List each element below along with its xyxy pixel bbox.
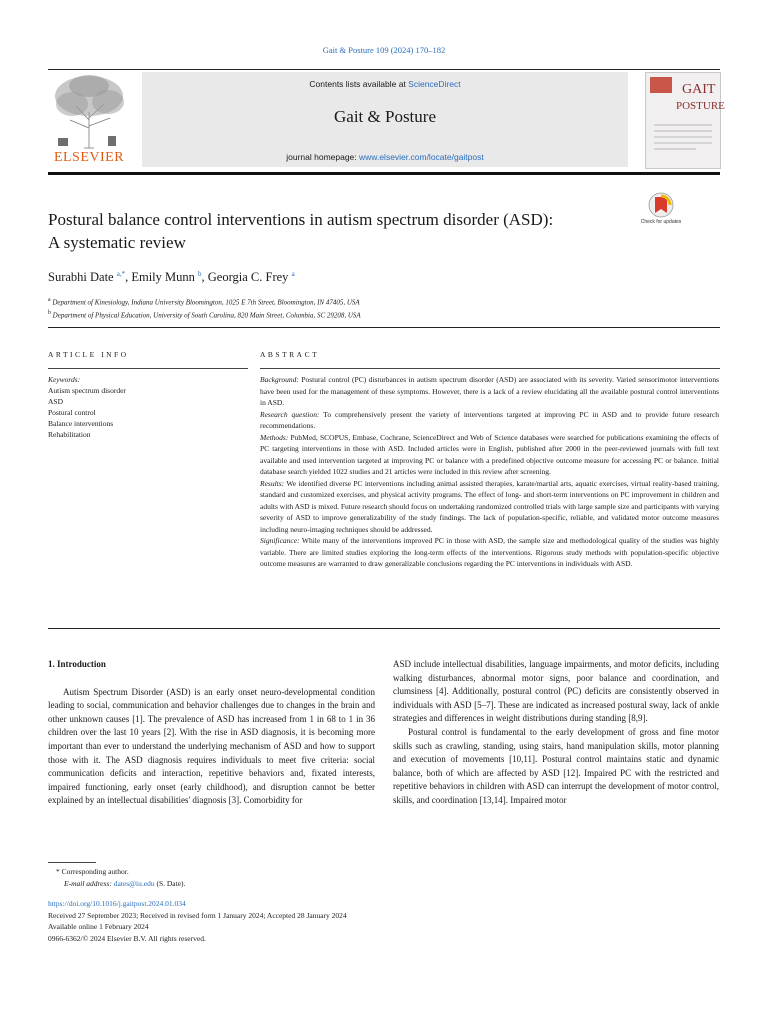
abstract-body: PubMed, SCOPUS, Embase, Cochrane, ScienceDirect and Web of Science databases were searched for publications examining the effects of PC targeting interventions in those with ASD. Included articles were in English, published after 2000 in the peer-reviewed journals with full text available and used intervention targeted at improving PC or balance with a predefined objective outcome measure for accessing PC or balance. Initial database search yielded 1022 studies and 21 articles were included in this review after screening. xyxy=(260,432,719,476)
homepage-prefix: journal homepage: xyxy=(286,152,360,162)
abstract-methods xyxy=(260,432,719,478)
abstract-label: Research question: xyxy=(260,409,320,419)
body-paragraph: Postural control is fundamental to the early development of gross and fine motor skills such as crawling, standing, using stairs, hand manipulation skills, motor planning and execution of movements [10,11]. Postural control maintains static and dynamic balance, both of which are affected by ASD [12]. Impaired PC with the restricted and repetitive behaviors in children with ASD can interrupt the development of motor control, skills, and coordination [13,14]. Impaired motor xyxy=(393,726,719,805)
contents-line xyxy=(142,79,628,89)
homepage-line xyxy=(142,152,628,162)
keyword-item: Balance interventions xyxy=(48,419,114,428)
email-suffix: (S. Date). xyxy=(154,879,186,888)
available-online: Available online 1 February 2024 xyxy=(48,922,149,931)
affiliation-sup: b xyxy=(48,310,51,317)
body-column-right xyxy=(393,658,719,808)
keyword-item: Postural control xyxy=(48,408,96,417)
email-note xyxy=(48,878,185,890)
abstract-heading: ABSTRACT xyxy=(260,350,320,359)
abstract-body: While many of the interventions improved PC in those with ASD, the sample size and methodological quality of the studies was highly variable. There are limited studies exploring the long-term effects of the interventions. Rigorous study methods with population-specific objective outcome measures are warranted to draw generalizable conclusions regarding the PC interventions in individuals with ASD. xyxy=(260,536,719,568)
footnote-rule xyxy=(48,862,96,863)
affiliation-text: Department of Kinesiology, Indiana University Bloomington, 1025 E 7th Street, Bloomington, IN 47405, USA xyxy=(52,298,360,307)
author-sup: a,* xyxy=(116,270,126,278)
abstract-research-question xyxy=(260,409,719,432)
email-link[interactable]: dates@iu.edu xyxy=(113,879,155,888)
section-heading-introduction: 1. Introduction xyxy=(48,659,106,669)
author-name: Surabhi Date xyxy=(48,270,114,285)
publication-info xyxy=(48,898,347,944)
check-for-updates-badge[interactable] xyxy=(640,192,682,230)
body-paragraph: Autism Spectrum Disorder (ASD) is an early onset neuro-developmental condition leading to social, communication and behavior challenges due to changes in the brain and other unknown causes [1]. The prevalence of ASD has increased from 1 in 68 to 1 in 36 children over the last 10 years [2]. With the rise in ASD diagnosis, it is becoming more important than ever to understand the underlying mechanism of ASD and how to support those with it. The ASD diagnosis requires individuals to meet five criteria: social communication deficits and interaction, repetitive behaviors and, fixated interests, impaired functioning, early onset (early childhood), and disruption cannot be better explained by an intellectual disabilities' diagnosis [3]. Comorbidity for xyxy=(48,686,375,806)
keyword-item: Autism spectrum disorder xyxy=(48,386,126,395)
journal-reference[interactable]: Gait & Posture 109 (2024) 170–182 xyxy=(322,45,446,55)
abstract-background xyxy=(260,374,719,409)
abstract-results xyxy=(260,478,719,536)
journal-title: Gait & Posture xyxy=(334,107,436,126)
abstract-body: To comprehensively present the variety of interventions targeted at improving PC in ASD and to provide future research recommendations. xyxy=(260,409,719,430)
article-info-rule xyxy=(48,368,248,369)
header-thick-rule xyxy=(48,172,720,175)
abstract-label: Significance: xyxy=(260,536,300,545)
author-name: Emily Munn xyxy=(131,270,195,285)
abstract-label: Background: xyxy=(260,375,299,384)
author-2[interactable] xyxy=(131,270,201,284)
abstract-significance xyxy=(260,535,719,570)
affiliation-text: Department of Physical Education, University of South Carolina, 820 Main Street, Columbia, SC 29208, USA xyxy=(52,311,361,320)
author-1[interactable] xyxy=(48,270,125,284)
doi-link[interactable]: https://doi.org/10.1016/j.gaitpost.2024.01.034 xyxy=(48,899,186,908)
contents-prefix: Contents lists available at xyxy=(309,79,409,89)
abstract-rule xyxy=(260,368,720,369)
cover-title-gait: GAIT xyxy=(682,82,716,97)
elsevier-wordmark: ELSEVIER xyxy=(53,150,125,165)
affiliation-sup: a xyxy=(48,297,51,303)
paper-title-line-2: A systematic review xyxy=(48,233,186,252)
keywords-block xyxy=(48,374,126,440)
author-list: Surabhi Date $^{a,*}$, Emily Munn $^b$, Georgia C. Frey $^a$ xyxy=(48,270,295,285)
affiliation-b xyxy=(48,308,361,321)
received-dates: Received 27 September 2023; Received in revised form 1 January 2024; Accepted 28 January 2024 xyxy=(48,910,347,920)
footnotes xyxy=(48,866,185,890)
affiliations xyxy=(48,295,361,322)
abstract-bottom-rule xyxy=(48,628,720,629)
journal-cover-thumbnail[interactable] xyxy=(645,72,725,169)
abstract-body: We identified diverse PC interventions including animal assisted therapies, karate/martial arts, aquatic exercises, virtual reality-based training, standard and customized exercises, and physical activity programs. The effect of long- and short-term interventions on PC improvement in children and adults with ASD is mixed. Future research should focus on undertaking randomized controlled trials with large sample size and participants with varying severity of ASD to improve generalizability of the study findings. The lack of population-specific, reliable, and validated motor outcome measures including neuro-imaging techniques should be addressed. xyxy=(260,478,719,534)
paper-title-line-1: Postural balance control interventions in autism spectrum disorder (ASD): xyxy=(48,210,554,229)
author-sup: a xyxy=(291,270,295,278)
keywords-label: Keywords: xyxy=(48,375,81,384)
abstract-label: Methods: xyxy=(260,432,289,442)
paper-title xyxy=(48,208,648,254)
journal-homepage-link[interactable]: www.elsevier.com/locate/gaitpost xyxy=(359,152,484,162)
header-rule xyxy=(48,69,720,70)
affiliation-rule xyxy=(48,327,720,328)
article-info-heading: ARTICLE INFO xyxy=(48,350,129,359)
abstract-label: Results: xyxy=(260,478,285,488)
body-column-left xyxy=(48,658,375,808)
corresponding-author-note: * Corresponding author. xyxy=(56,867,129,876)
keyword-item: ASD xyxy=(48,397,64,406)
email-label: E-mail address: xyxy=(64,879,114,888)
abstract-text xyxy=(260,374,719,570)
keyword-item: Rehabilitation xyxy=(48,430,91,439)
body-paragraph: ASD include intellectual disabilities, language impairments, and motor deficits, including walking disturbances, abnormal motor signs, poor balance and coordination, and clumsiness [4]. Additionally, postural control (PC) deficits are consistently observed in individuals with ASD [5–7]. These are indicated as increased postural sway, lack of ankle strategies and differences in weight distributions during standing [8,9]. xyxy=(393,659,719,724)
abstract-body: Postural control (PC) disturbances in autism spectrum disorder (ASD) are associated with its severity. Varied sensorimotor interventions have been used for the management of these symptoms. However, there is a lack of a review elucidating all the available postural control interventions in ASD. xyxy=(260,375,719,407)
author-sup: b xyxy=(198,270,202,278)
author-name: Georgia C. Frey xyxy=(207,270,289,285)
sciencedirect-link[interactable]: ScienceDirect xyxy=(408,79,461,89)
cover-title-posture: POSTURE xyxy=(676,100,725,112)
affiliation-a xyxy=(48,295,361,308)
copyright: 0966-6362/© 2024 Elsevier B.V. All rights reserved. xyxy=(48,933,206,943)
check-updates-label: Check for updates xyxy=(640,219,682,225)
author-3[interactable] xyxy=(208,270,295,284)
